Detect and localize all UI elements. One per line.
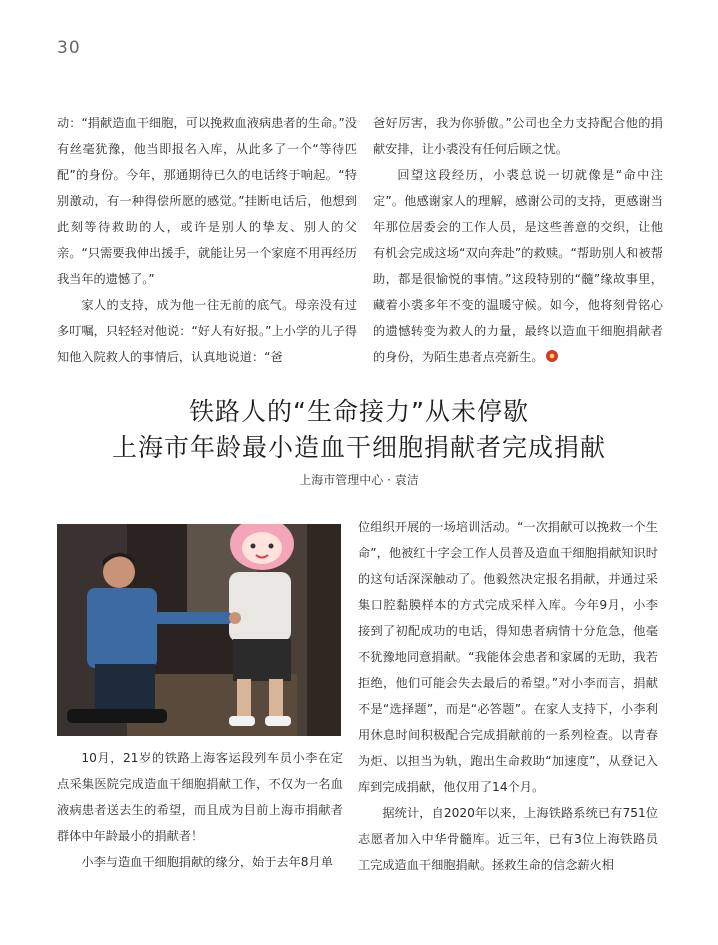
paragraph: 位组织开展的一场培训活动。“一次捐献可以挽救一个生命”，他被红十字会工作人员普及造血干细胞捐献知识时的这句话深深触动了。他毅然决定报名捐献，并通过采集口腔黏膜样本的方式完成采样入库。今年9月，小李接到了初配成功的电话，得知患者病情十分危急，他毫不犹豫地同意捐献。“我能体会患者和家属的无助，我若拒绝，他们可能会失去最后的希望。”对小李而言，捐献不是“选择题”，而是“必答题”。在家人支持下，小李利用休息时间积极配合完成捐献前的一系列检查。以青春为炬、以担当为轨，跑出生命救助“加速度”，从登记入库到完成捐献，他仅用了14个月。 xyxy=(358,520,658,794)
bottom-right-column xyxy=(358,514,658,878)
headline-line-1: 铁路人的“生命接力”从未停歇 xyxy=(189,397,529,426)
article-photo xyxy=(57,524,341,736)
paragraph: 动：“捐献造血干细胞，可以挽救血液病患者的生命。”没有丝毫犹豫，他当即报名入库，从此多了一个“等待匹配”的身份。今年，那通期待已久的电话终于响起。“特别激动，有一种得偿所愿的感觉。”挂断电话后，他想到此刻等待救助的人，或许是别人的挚友、别人的父亲。“只需要我伸出援手，就能让另一个家庭不用再经历我当年的遗憾了。” xyxy=(57,116,357,286)
end-mark-flower-icon xyxy=(546,350,558,362)
paragraph-text: 回望这段经历，小裘总说一切就像是“命中注定”。他感谢家人的理解，感谢公司的支持，更感谢当年那位居委会的工作人员，是这些善意的交织，让他有机会完成这场“双向奔赴”的救赎。“帮助别人和被帮助，都是很愉悦的事情。”这段特别的“髓”缘故事里，藏着小裘多年不变的温暖守候。如今，他将刻骨铭心的遗憾转变为救人的力量，最终以造血干细胞捐献者的身份，为陌生患者点亮新生。 xyxy=(373,168,663,364)
byline: 上海市管理中心 · 袁洁 xyxy=(299,473,419,487)
bottom-left-column xyxy=(57,745,343,875)
top-right-column xyxy=(373,110,663,370)
headline-line-2: 上海市年龄最小造血干细胞捐献者完成捐献 xyxy=(111,433,606,462)
paragraph: 10月，21岁的铁路上海客运段列车员小李在定点采集医院完成造血干细胞捐献工作，不仅为一名血液病患者送去生的希望，而且成为目前上海市捐献者群体中年龄最小的捐献者！ xyxy=(57,751,343,843)
paragraph: 小李与造血干细胞捐献的缘分，始于去年8月单 xyxy=(81,855,333,869)
paragraph: 爸好厉害，我为你骄傲。”公司也全力支持配合他的捐献安排，让小裘没有任何后顾之忧。 xyxy=(373,116,663,156)
photo-train-staff-donor xyxy=(57,524,341,736)
page-number: 30 xyxy=(57,38,81,58)
paragraph: 据统计，自2020年以来，上海铁路系统已有751位志愿者加入中华骨髓库。近三年，已有3位上海铁路员工完成造血干细胞捐献。拯救生命的信念薪火相 xyxy=(358,806,658,872)
paragraph: 家人的支持，成为他一往无前的底气。母亲没有过多叮嘱，只轻轻对他说：“好人有好报。”上小学的儿子得知他入院救人的事情后，认真地说道：“爸 xyxy=(57,298,357,364)
paragraph xyxy=(373,162,663,370)
top-left-column xyxy=(57,110,357,370)
